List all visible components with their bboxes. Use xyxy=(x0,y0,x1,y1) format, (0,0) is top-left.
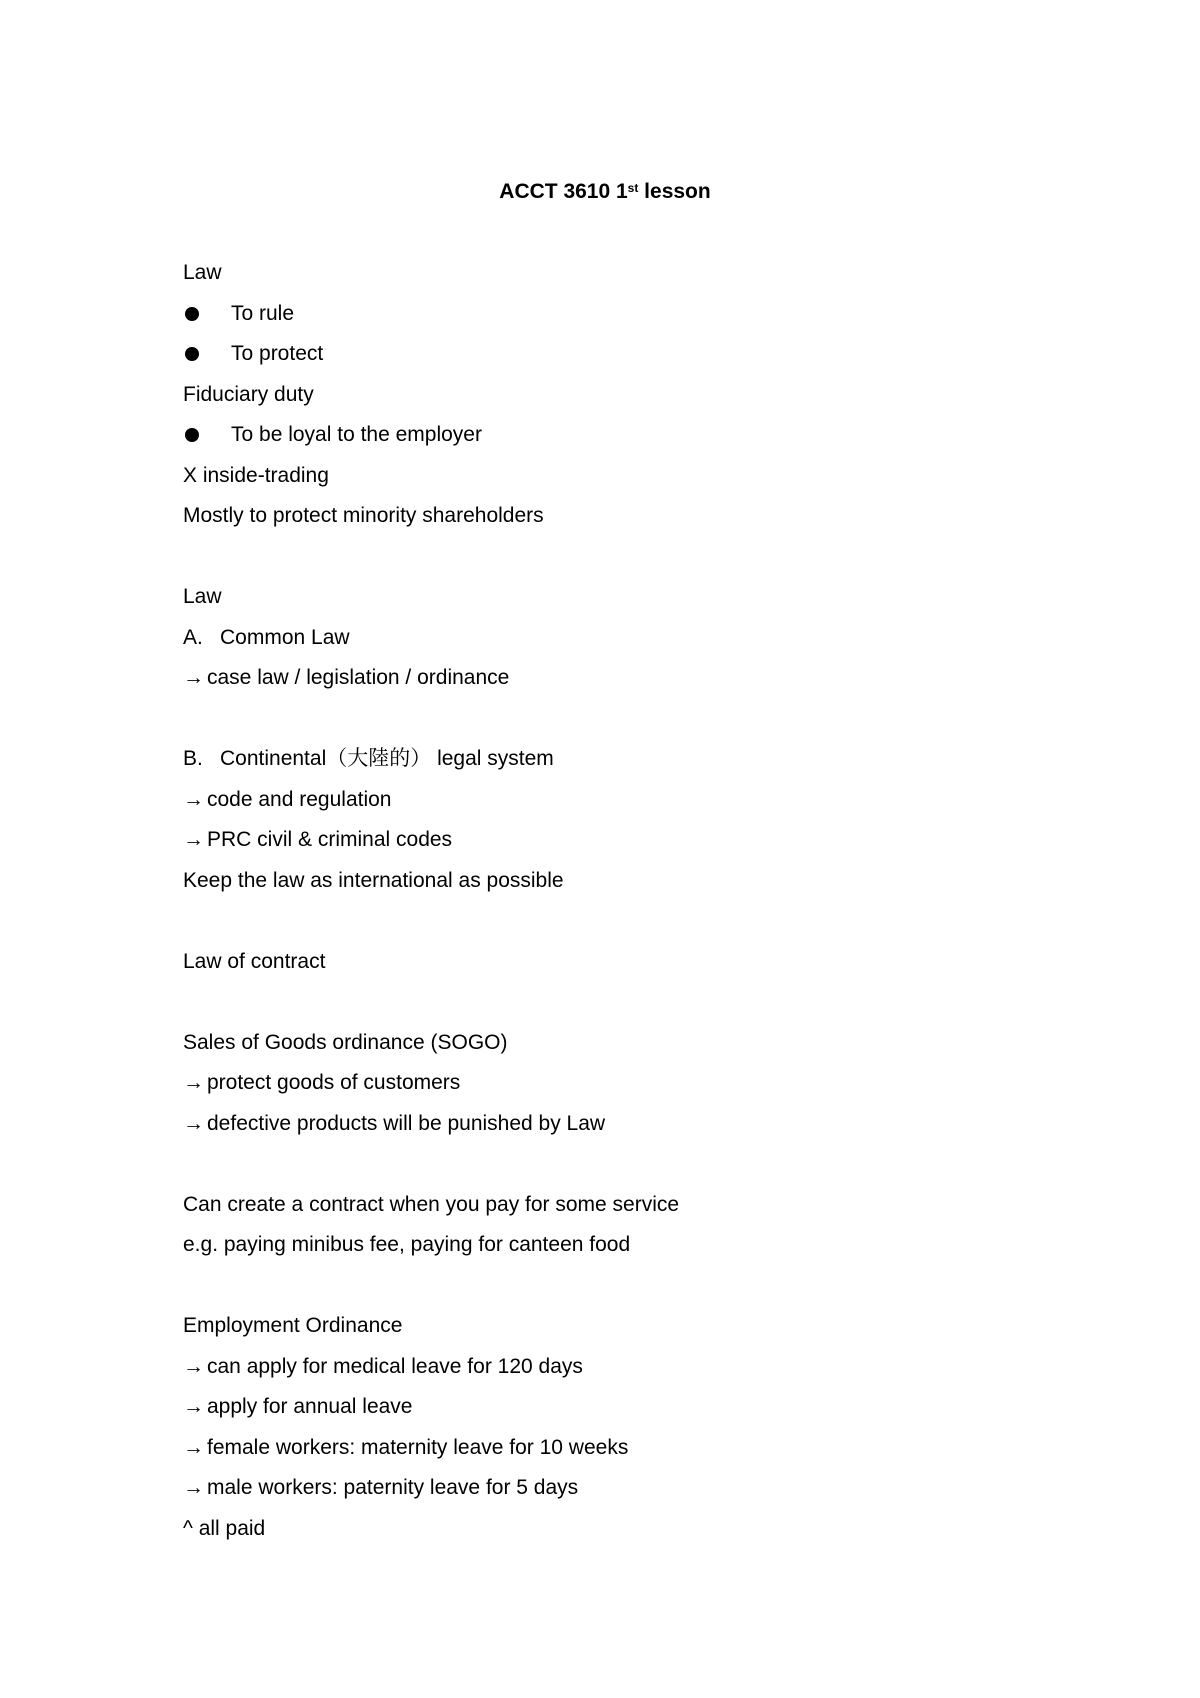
arrow-line xyxy=(183,1068,1083,1109)
right-arrow-icon: → xyxy=(183,1354,204,1378)
section-heading-law-2: Law xyxy=(183,585,222,608)
list-item-text: Common Law xyxy=(220,625,350,649)
blank-line xyxy=(183,1271,1083,1312)
text-line: Keep the law as international as possible xyxy=(183,868,564,892)
arrow-text: female workers: maternity leave for 10 weeks xyxy=(207,1435,629,1459)
list-marker: A. xyxy=(183,625,203,649)
section-heading-employment: Employment Ordinance xyxy=(183,1314,403,1337)
right-arrow-icon: → xyxy=(183,1071,204,1094)
blank-line xyxy=(183,987,1083,1028)
right-arrow-icon: → xyxy=(183,1476,204,1499)
bullet-dot-icon xyxy=(185,428,199,442)
right-arrow-icon: → xyxy=(183,1111,204,1135)
section-heading-sogo: Sales of Goods ordinance (SOGO) xyxy=(183,1030,508,1054)
bullet-text: To protect xyxy=(231,342,324,365)
text-line: X inside-trading xyxy=(183,463,329,487)
arrow-text: defective products will be punished by Law xyxy=(207,1111,606,1135)
bullet-item xyxy=(183,339,1083,380)
right-arrow-icon: → xyxy=(183,1395,204,1418)
arrow-line xyxy=(183,663,1083,704)
blank-line xyxy=(183,906,1083,947)
arrow-line xyxy=(183,785,1083,826)
arrow-text: case law / legislation / ordinance xyxy=(207,666,510,689)
title-suffix: lesson xyxy=(638,180,711,203)
bullet-dot-icon xyxy=(185,307,199,321)
arrow-text: code and regulation xyxy=(207,787,392,811)
arrow-text: male workers: paternity leave for 5 days xyxy=(207,1476,579,1499)
text-line: ^ all paid xyxy=(183,1516,266,1540)
bullet-text: To rule xyxy=(231,301,295,325)
arrow-text: can apply for medical leave for 120 days xyxy=(207,1354,583,1378)
list-item-b xyxy=(183,744,1083,785)
bullet-item xyxy=(183,420,1083,461)
arrow-line xyxy=(183,1352,1083,1393)
list-item-text: Continental（大陸的） legal system xyxy=(220,747,554,770)
right-arrow-icon: → xyxy=(183,666,204,689)
bullet-text: To be loyal to the employer xyxy=(231,423,482,446)
arrow-line xyxy=(183,1473,1083,1514)
bullet-dot-icon xyxy=(185,347,199,361)
title-superscript: st xyxy=(627,181,639,195)
section-heading-law: Law xyxy=(183,261,222,284)
right-arrow-icon: → xyxy=(183,1435,204,1459)
list-item-a xyxy=(183,623,1083,664)
arrow-line xyxy=(183,1392,1083,1433)
blank-line xyxy=(183,542,1083,583)
text-line: Mostly to protect minority shareholders xyxy=(183,504,544,527)
right-arrow-icon: → xyxy=(183,787,204,811)
arrow-text: protect goods of customers xyxy=(207,1071,461,1094)
right-arrow-icon: → xyxy=(183,828,204,851)
list-marker: B. xyxy=(183,747,203,770)
bullet-item xyxy=(183,299,1083,340)
section-heading-contract: Law of contract xyxy=(183,949,326,973)
arrow-text: PRC civil & criminal codes xyxy=(207,828,453,851)
document-body xyxy=(183,258,1083,1554)
arrow-line xyxy=(183,1433,1083,1474)
arrow-line xyxy=(183,825,1083,866)
blank-line xyxy=(183,704,1083,745)
page-title xyxy=(0,178,1200,206)
arrow-line xyxy=(183,1109,1083,1150)
text-line: e.g. paying minibus fee, paying for canteen food xyxy=(183,1233,631,1256)
blank-line xyxy=(183,1149,1083,1190)
text-line: Can create a contract when you pay for some service xyxy=(183,1192,680,1216)
section-heading-fiduciary: Fiduciary duty xyxy=(183,382,314,406)
arrow-text: apply for annual leave xyxy=(207,1395,413,1418)
title-text: ACCT 3610 1 xyxy=(499,180,628,203)
